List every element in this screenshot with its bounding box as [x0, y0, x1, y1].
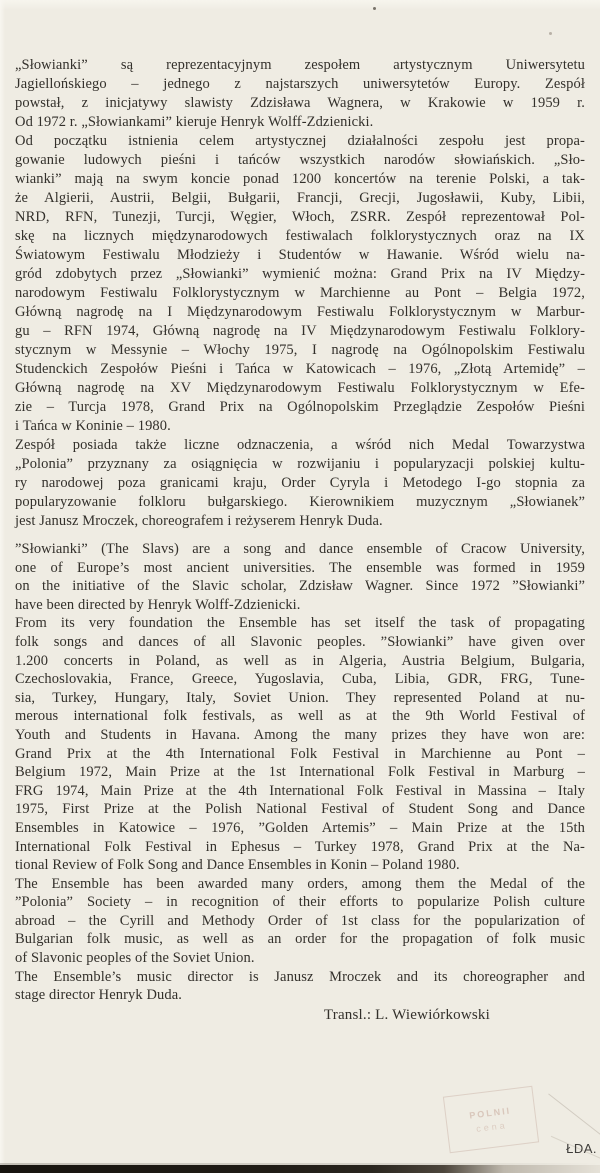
text-line: stycznym w Messynie – Włochy 1975, I nagrodę na Ogólnopolskim Festiwalu [15, 342, 585, 358]
text-line: abroad – the Cyrill and Methody Order of 1st class for the popularization of [15, 912, 585, 929]
text-line: Od początku istnienia celem artystycznej działalności zespołu jest propa- [15, 133, 585, 149]
text-line: folk songs and dances of all Slavonic peoples. ”Słowianki” have given over [15, 633, 585, 650]
text-line: ”Słowianki” (The Slavs) are a song and dance ensemble of Cracow University, [15, 541, 585, 557]
text-line: Ensembles in Katowice – 1976, ”Golden Artemis” – Main Prize at the 15th [15, 819, 585, 836]
stamp-text-line: cena [475, 1119, 509, 1134]
corner-mark: ŁDA. [566, 1141, 597, 1156]
paper-crease [548, 1093, 600, 1143]
text-line: sia, Turkey, Hungary, Italy, Soviet Union. They represented Poland at nu- [15, 689, 585, 706]
text-line: Belgium 1972, Main Prize at the 1st International Folk Festival in Marburg – [15, 764, 585, 781]
paper-speck [549, 32, 552, 35]
text-line: „Słowianki” są reprezentacyjnym zespołem artystycznym Uniwersytetu [15, 57, 585, 73]
text-line: powstał, z inicjatywy slawisty Zdzisława Wagnera, w Krakowie w 1959 r. [15, 95, 585, 111]
text-line: 1975, First Prize at the Polish National Festival of Student Song and Dance [15, 801, 585, 818]
text-line: FRG 1974, Main Prize at the 4th International Folk Festival in Massina – Italy [15, 782, 585, 799]
text-line: Studenckich Zespołów Pieśni i Tańca w Katowicach – 1976, „Złotą Artemidę” – [15, 361, 585, 377]
text-line: From its very foundation the Ensemble has set itself the task of propagating [15, 615, 585, 632]
text-line: Grand Prix at the 4th International Folk Festival in Marchienne au Pont – [15, 745, 585, 762]
stamp-text-line: POLNII [468, 1105, 512, 1121]
text-line: 1.200 concerts in Poland, as well as in Algeria, Austria Belgium, Bulgaria, [15, 652, 585, 669]
translator-credit: Transl.: L. Wiewiórkowski [323, 1007, 490, 1023]
scan-edge-strip [0, 1165, 600, 1173]
polish-paragraph [15, 56, 585, 531]
text-line: zie – Turcja 1978, Grand Prix na Ogólnopolskim Przeglądzie Zespołów Pieśni [15, 399, 585, 415]
text-line: stage director Henryk Duda. [15, 987, 182, 1004]
text-line: „Polonia” przyznany za osiągnięcia w rozwijaniu i popularyzacji polskiej kultu- [15, 456, 585, 472]
text-line: popularyzowanie folkloru bułgarskiego. Kierownikiem muzycznym „Słowianek” [15, 494, 585, 510]
paper-speck [373, 7, 376, 10]
faint-stamp [443, 1086, 539, 1154]
text-line: że Algierii, Austrii, Belgii, Bułgarii, Francji, Grecji, Jugosławii, Kuby, Libii, [15, 190, 585, 206]
text-line: merous international folk festivals, as well as at the 9th World Festival of [15, 708, 585, 725]
text-line: narodowym Festiwalu Folklorystycznym w Marchienne au Pont – Belgia 1972, [15, 285, 585, 301]
paper-left-edge [0, 0, 5, 1173]
text-line: i Tańca w Koninie – 1980. [15, 418, 171, 434]
text-line: wianki” mają na swym koncie ponad 1200 koncertów na terenie Polski, a tak- [15, 171, 585, 187]
text-line: gu – RFN 1974, Główną nagrodę na IV Międzynarodowym Festiwalu Folklory- [15, 323, 585, 339]
text-line: Główną nagrodę na XV Międzynarodowym Festiwalu Folklorystycznym w Efe- [15, 380, 585, 396]
text-line: The Ensemble’s music director is Janusz Mroczek and its choreographer and [15, 968, 585, 985]
text-line: Od 1972 r. „Słowiankami” kieruje Henryk Wolff-Zdzienicki. [15, 114, 374, 130]
text-line: jest Janusz Mroczek, choreografem i reżyserem Henryk Duda. [15, 513, 383, 529]
text-line: International Folk Festival in Ephesus – Turkey 1978, Grand Prix at the Na- [15, 838, 585, 855]
text-line: ry narodowej poza granicami kraju, Order Cyryla i Metodego I-go stopnia za [15, 475, 585, 491]
english-paragraph [15, 540, 585, 1005]
text-line: one of Europe’s most ancient universities. The ensemble was formed in 1959 [15, 559, 585, 576]
text-line: of Slavonic peoples of the Soviet Union. [15, 950, 255, 967]
text-line: Jagiellońskiego – jednego z najstarszych uniwersytetów Europy. Zespół [15, 76, 585, 92]
text-line: skę na licznych międzynarodowych festiwalach folklorystycznych oraz na IX [15, 228, 585, 244]
text-line: Czechoslovakia, France, Greece, Yugoslavia, Cuba, Libia, GDR, FRG, Tune- [15, 671, 585, 688]
text-line: gród zdobytych przez „Słowianki” wymienić można: Grand Prix na IV Między- [15, 266, 585, 282]
text-line: Zespół posiada także liczne odznaczenia, a wśród nich Medal Towarzystwa [15, 437, 585, 453]
text-line: Główną nagrodę na I Międzynarodowym Festiwalu Folklorystycznym w Marbur- [15, 304, 585, 320]
text-line: on the initiative of the Slavic scholar, Zdzisław Wagner. Since 1972 ”Słowianki” [15, 578, 585, 595]
text-line: ”Polonia” Society – in recognition of their efforts to popularize Polish culture [15, 894, 585, 911]
paper-top-edge [0, 0, 600, 10]
text-line: Youth and Students in Havana. Among the many prizes they have won are: [15, 726, 585, 743]
text-line: NRD, RFN, Tunezji, Turcji, Węgier, Włoch, ZSRR. Zespół reprezentował Pol- [15, 209, 585, 225]
text-line: The Ensemble has been awarded many orders, among them the Medal of the [15, 875, 585, 892]
text-line: gowanie ludowych pieśni i tańców wszystkich narodów słowiańskich. „Sło- [15, 152, 585, 168]
text-line: Światowym Festiwalu Młodzieży i Studentów w Hawanie. Wśród wielu na- [15, 247, 585, 263]
text-line: have been directed by Henryk Wolff-Zdzienicki. [15, 596, 301, 613]
text-line: Bulgarian folk music, as well as an order for the propagation of folk music [15, 931, 585, 948]
text-line: tional Review of Folk Song and Dance Ensembles in Konin – Poland 1980. [15, 857, 460, 874]
